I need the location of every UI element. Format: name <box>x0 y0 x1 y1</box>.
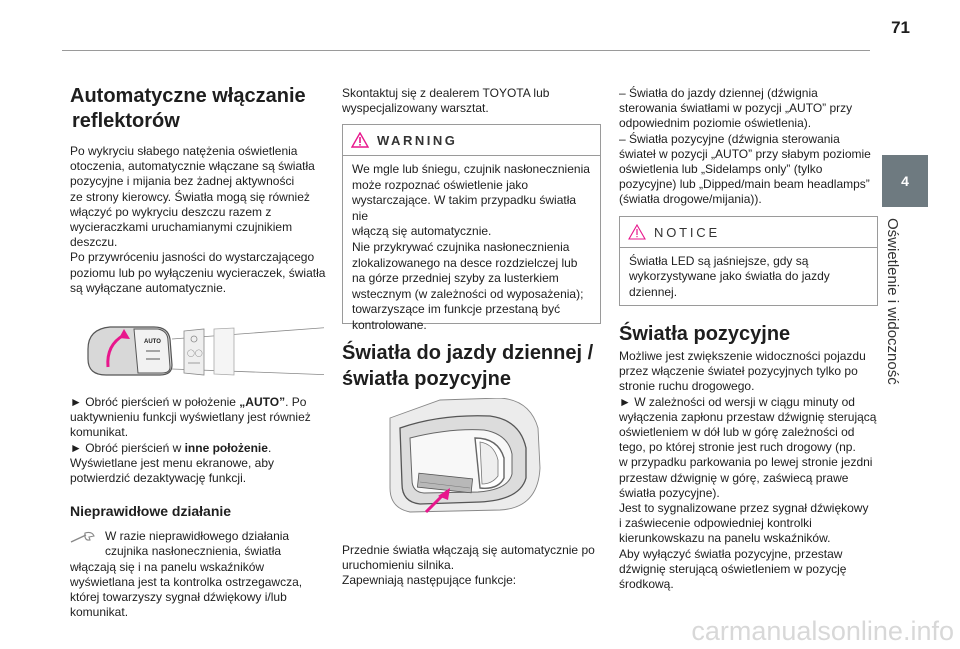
malfunction-text-first: W razie nieprawidłowego działania czujnika nasłonecznienia, światła <box>105 529 290 559</box>
notice-text: Światła LED są jaśniejsze, gdy są wykorzystywane jako światła do jazdy dziennej. <box>629 254 830 299</box>
lighting-stalk-illustration <box>84 309 324 381</box>
column-middle <box>342 86 602 116</box>
dealer-contact-text: Skontaktuj się z dealerem TOYOTA lub wyspecjalizowany warsztat. <box>342 86 550 116</box>
stalk-auto-text: AUTO <box>144 339 161 346</box>
drl-title-line-1: Światła do jazdy dziennej / <box>342 342 594 364</box>
notice-title: NOTICE <box>654 224 720 240</box>
drl-headlamp-illustration <box>380 398 550 518</box>
malfunction-block <box>70 529 330 620</box>
parking-lights-text: Możliwe jest zwiększenie widoczności pojazdu przez włączenie świateł pozycyjnych tylko po stronie ruchu drogowego. ► W zależności od wersji w ciągu minuty od wyłączenia zapłonu przestaw dźwignię sterującą oświetleniem w dół lub w górę zależności od tego, po której stronie jest ruch drogowy (np. w przypadku parkowania po lewej stronie jezdni przestaw dźwignię w górę, zaświecą prawe światła pozycyjne). Jest to sygnalizowane przez sygnał dźwiękowy i zaświecenie odpowiedniej kontrolki kierunkowskazu na panelu wskaźników. Aby wyłączyć światła pozycyjne, przestaw dźwignię sterującą oświetleniem w pozycję środkową. <box>619 349 877 592</box>
top-divider <box>62 50 870 51</box>
parking-lights-title: Światła pozycyjne <box>619 323 791 345</box>
notice-header <box>620 217 877 248</box>
malfunction-title: Nieprawidłowe działanie <box>70 503 232 520</box>
drl-text: Przednie światła włączają się automatycznie po uruchomieniu silnika. Zapewniają następujące funkcje: <box>342 543 595 588</box>
warning-box <box>342 124 601 332</box>
auto-headlamps-title <box>70 84 330 134</box>
drl-functions-list: – Światła do jazdy dziennej (dźwignia sterowania światłami w pozycji „AUTO” przy odpowiednim poziomie oświetlenia). – Światła pozycyjne (dźwignia sterowania świateł w pozycji „AUTO” przy słabym poziomie oświetlenia lub „Sidelamps only” (tylko pozycyjne) lub „Dipped/main beam headlamps” (światła drogowe/mijania)). <box>619 86 871 207</box>
title-line-2: reflektorów <box>72 110 180 132</box>
page-number: 71 <box>891 18 910 37</box>
malfunction-text-rest: włączają się i na panelu wskaźników wyświetlana jest ta kontrolka ostrzegawcza, której towarzyszy sygnał dźwiękowy i/lub komunikat. <box>70 559 303 620</box>
warning-header <box>343 125 600 156</box>
section-tab[interactable]: 4 <box>882 155 928 207</box>
svg-text:◯◯: ◯◯ <box>187 350 203 358</box>
wrench-icon <box>70 531 96 545</box>
drl-title-line-2: światła pozycyjne <box>342 368 511 390</box>
drl-title <box>342 340 602 392</box>
watermark: carmanualsonline.info <box>691 616 954 646</box>
notice-triangle-icon <box>628 224 646 240</box>
section-title: Oświetlenie i widoczność <box>884 218 901 385</box>
warning-title: WARNING <box>377 132 458 148</box>
column-left <box>70 84 330 620</box>
title-line-1: Automatyczne włączanie <box>70 85 306 107</box>
notice-box <box>619 216 878 306</box>
auto-headlamps-text: Po wykryciu słabego natężenia oświetlenia otoczenia, automatycznie włączane są światła pozycyjne i mijania bez żadnej aktywności ze strony kierowcy. Światła mogą się również włączyć po wykryciu deszczu razem z wycieraczkami uruchamianymi czujnikiem deszczu. Po przywróceniu jasności do wystarczającego poziomu lub po wyłączeniu wycieraczek, światła są wyłączane automatycznie. <box>70 144 326 295</box>
warning-text: We mgle lub śniegu, czujnik nasłonecznienia może rozpoznać oświetlenie jako wystarczające. W takim przypadku światła nie włączą się automatycznie. Nie przykrywać czujnika nasłonecznienia zlokalizowanego na desce rozdzielczej lub na górze przedniej szyby za lusterkiem wstecznym (w zależności od wyposażenia); towarzyszące im funkcje przestaną być kontrolowane. <box>352 162 590 332</box>
auto-step-text: ► Obróć pierścień w położenie „AUTO”. Po uaktywnieniu funkcji wyświetlany jest również komunikat. ► Obróć pierścień w inne położenie. Wyświetlane jest menu ekranowe, aby potwierdzić dezaktywację funkcji. <box>70 395 311 486</box>
warning-triangle-icon <box>351 132 369 148</box>
column-right <box>619 86 879 208</box>
